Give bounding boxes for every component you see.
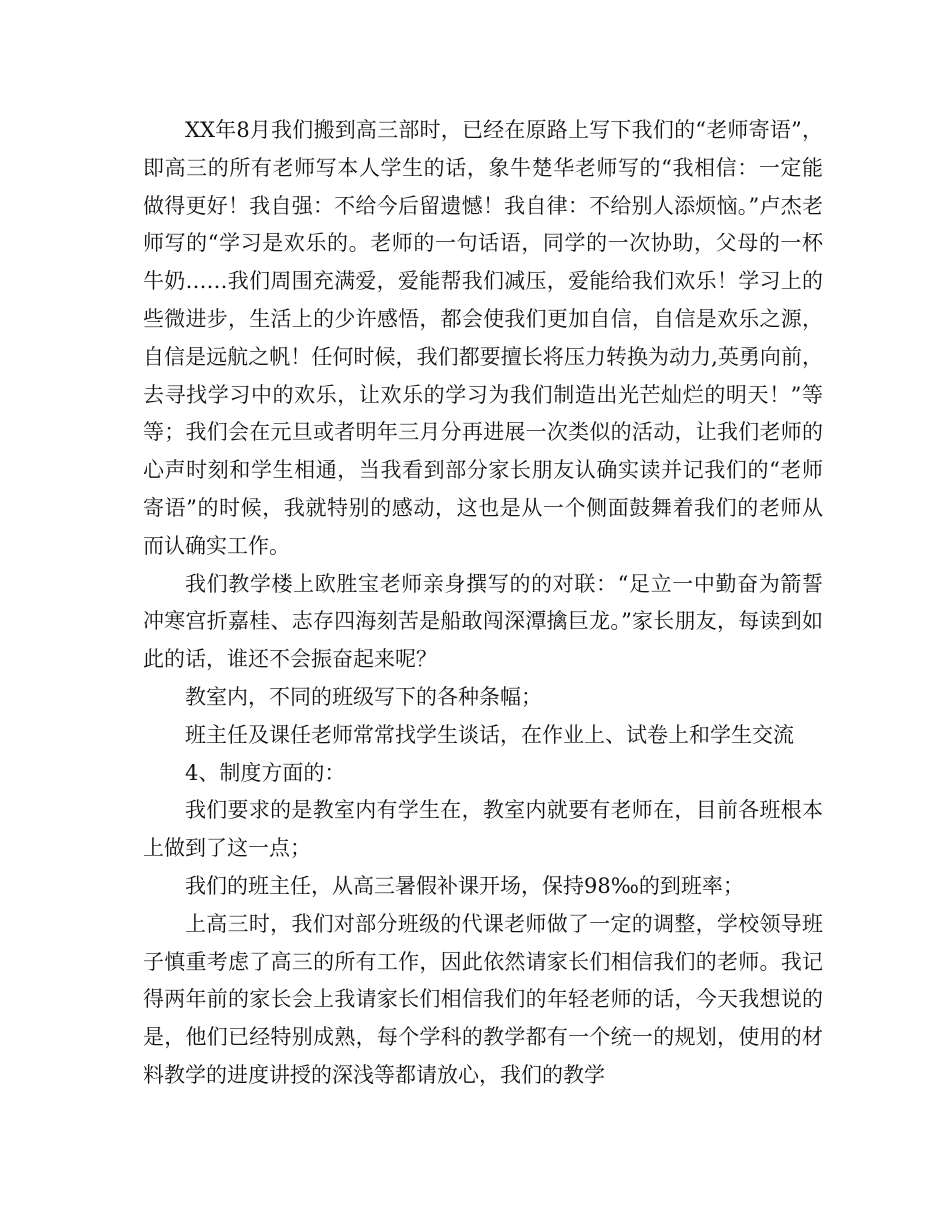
paragraph-banners: 教室内，不同的班级写下的各种条幅； — [185, 684, 542, 709]
paragraph-couplet: 我们教学楼上欧胜宝老师亲身撰写的的对联：“足立一中勤奋为箭誓冲寒宫折嘉桂、志存四海刻苦是船敢闯深潭擒巨龙。”家长朋友，每读到如此的话，谁还不会振奋起来呢？ — [143, 571, 823, 672]
paragraph-teacher-adjustment: 上高三时，我们对部分班级的代课老师做了一定的调整，学校领导班子慎重考虑了高三的所有工作，因此依然请家长们相信我们的老师。我记得两年前的家长会上我请家长们相信我们的年轻老师的话，今天我想说的是，他们已经特别成熟，每个学科的教学都有一个统一的规划，使用的材料教学的进度讲授的深浅等都请放心，我们的教学 — [143, 911, 823, 1087]
paragraph-teacher-messages: XX年8月我们搬到高三部时，已经在原路上写下我们的“老师寄语”，即高三的所有老师写本人学生的话，象牛楚华老师写的“我相信：一定能做得更好！我自强：不给今后留遗憾！我自律：不给别人添烦恼。”卢杰老师写的“学习是欢乐的。老师的一句话语，同学的一次协助，父母的一杯牛奶……我们周围充满爱，爱能帮我们减压，爱能给我们欢乐！学习上的些微进步，生活上的少许感悟，都会使我们更加自信，自信是欢乐之源，自信是远航之帆！任何时候，我们都要擅长将压力转换为动力,英勇向前，去寻找学习中的欢乐，让欢乐的学习为我们制造出光芒灿烂的明天！”等等；我们会在元旦或者明年三月分再进展一次类似的活动，让我们老师的心声时刻和学生相通，当我看到部分家长朋友认确实读并记我们的“老师寄语”的时候，我就特别的感动，这也是从一个侧面鼓舞着我们的老师从而认确实工作。 — [143, 118, 823, 558]
paragraph-attendance-rate: 我们的班主任，从高三暑假补课开场，保持98‰的到班率； — [185, 873, 744, 898]
paragraph-classroom-presence: 我们要求的是教室内有学生在，教室内就要有老师在，目前各班根本上做到了这一点； — [143, 798, 823, 861]
section-heading-system: 4、制度方面的： — [185, 760, 346, 785]
document-body — [143, 112, 823, 1095]
paragraph-teacher-talks: 班主任及课任老师常常找学生谈话，在作业上、试卷上和学生交流 — [185, 722, 794, 747]
